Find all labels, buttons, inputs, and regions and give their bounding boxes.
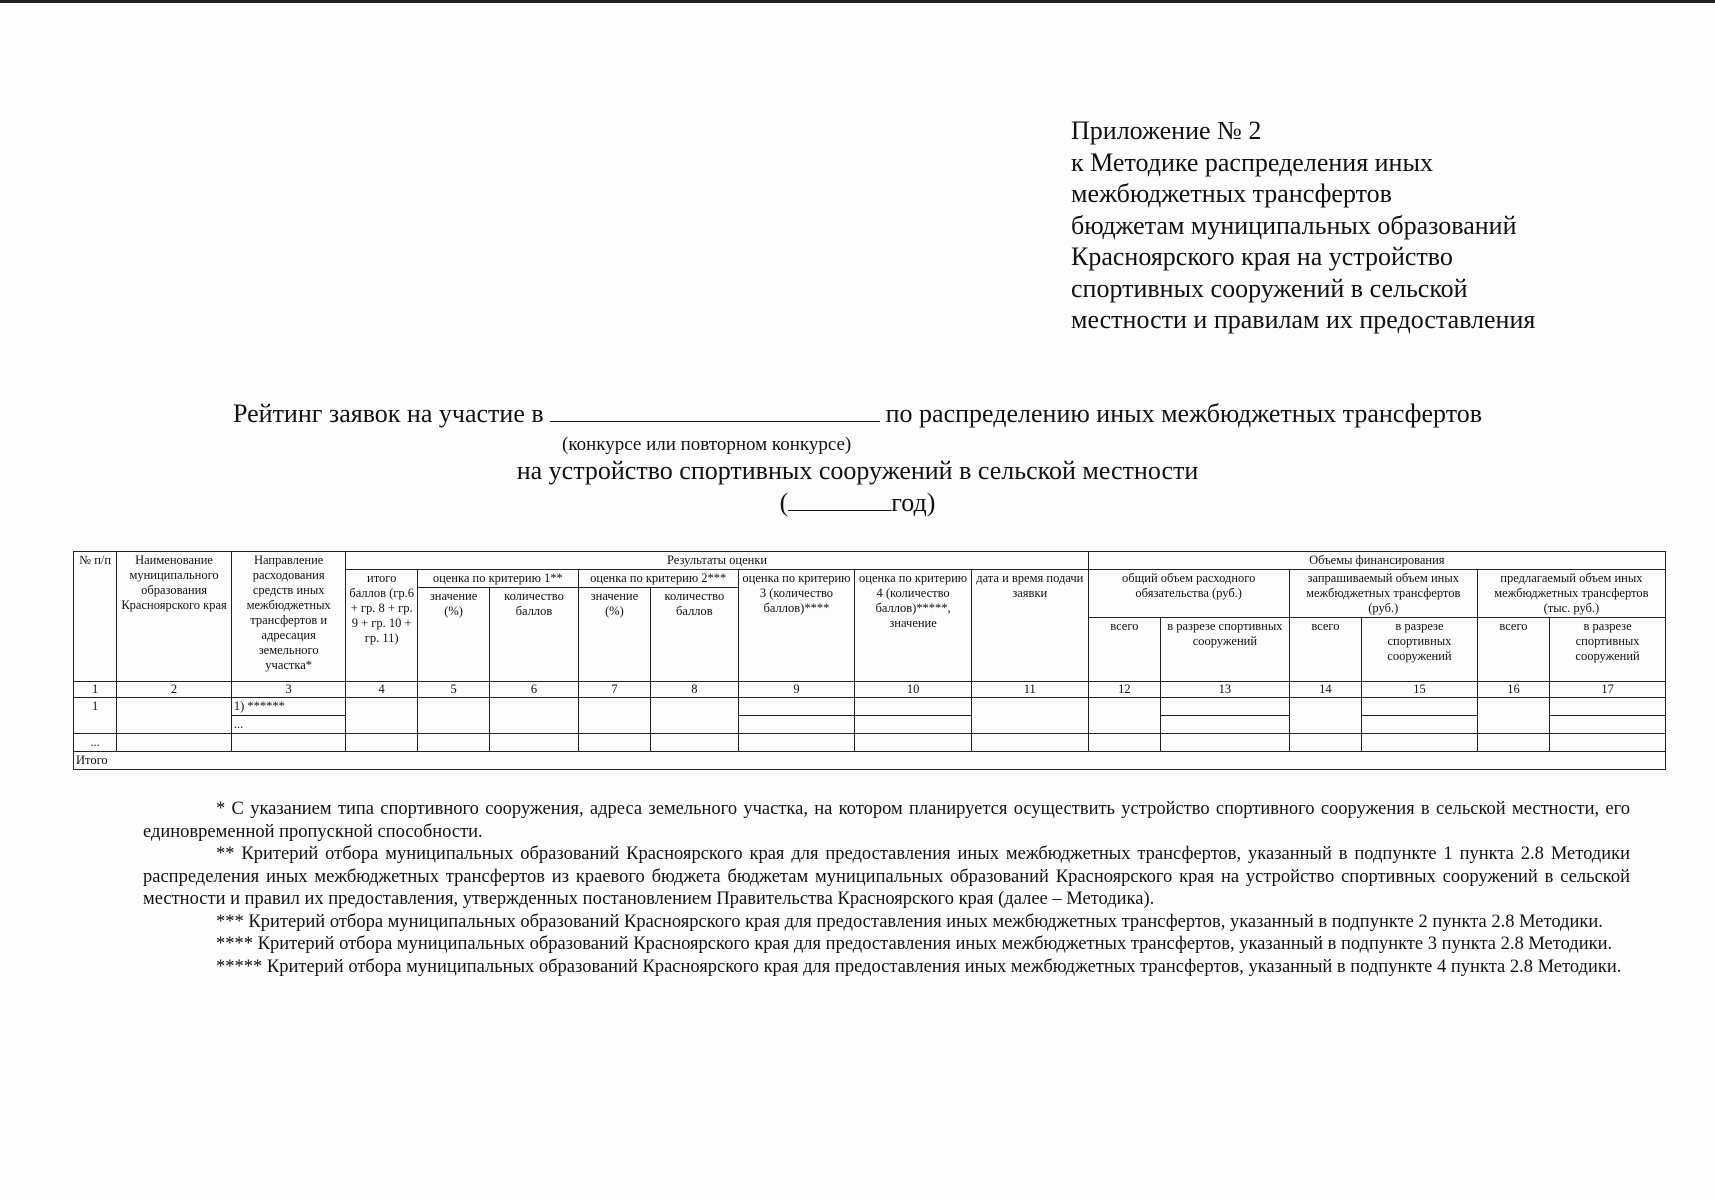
cell <box>117 734 232 752</box>
header-crit1-points: количество баллов <box>490 588 578 682</box>
table-row <box>74 716 1666 734</box>
title-part1: Рейтинг заявок на участие в <box>233 399 544 428</box>
cell <box>1362 734 1478 752</box>
annex-line: местности и правилам их предоставления <box>1071 305 1536 334</box>
header-crit2: оценка по критерию 2*** <box>578 570 738 588</box>
column-number: 9 <box>738 682 855 698</box>
header-crit2-points: количество баллов <box>651 588 738 682</box>
header-fin-total-all: всего <box>1088 618 1160 682</box>
total-row <box>74 752 1666 770</box>
cell <box>1161 734 1290 752</box>
title-year <box>0 488 1715 518</box>
footnote: *** Критерий отбора муниципальных образований Красноярского края для предоставления иных межбюджетных трансфертов, указанный в подпункте 2 пункта 2.8 Методики. <box>216 911 1603 932</box>
annex-line: Красноярского края на устройство <box>1071 242 1453 271</box>
direction-item: ... <box>231 716 346 734</box>
annex-line: бюджетам муниципальных образований <box>1071 210 1517 240</box>
cell <box>1289 698 1361 734</box>
column-number: 10 <box>855 682 972 698</box>
cell <box>651 734 738 752</box>
header-fin-requested: запрашиваемый объем иных межбюджетных трансфертов (руб.) <box>1289 570 1477 618</box>
cell <box>651 698 738 734</box>
annex-line: спортивных сооружений в сельской <box>1071 273 1468 303</box>
header-fin-proposed-all: всего <box>1477 618 1549 682</box>
header-fin-proposed: предлагаемый объем иных межбюджетных трансфертов (тыс. руб.) <box>1477 570 1665 618</box>
cell <box>738 734 855 752</box>
total-label: Итого <box>74 752 1666 770</box>
contest-type-hint: (конкурсе или повторном конкурсе) <box>562 434 852 455</box>
cell <box>738 698 855 716</box>
cell <box>578 698 650 734</box>
cell <box>971 734 1088 752</box>
contest-type-blank <box>550 399 880 422</box>
header-row-1 <box>74 552 1666 570</box>
cell <box>971 698 1088 734</box>
cell <box>855 716 972 734</box>
cell <box>1550 716 1666 734</box>
cell <box>1161 698 1290 716</box>
cell <box>346 734 417 752</box>
footnotes <box>143 798 1630 978</box>
rating-table <box>73 551 1666 770</box>
column-number: 8 <box>651 682 738 698</box>
header-total-points: итого баллов (гр.6 + гр. 8 + гр. 9 + гр. 10 + гр. 11) <box>346 570 417 682</box>
column-number: 11 <box>971 682 1088 698</box>
cell <box>1289 734 1361 752</box>
table-row <box>74 734 1666 752</box>
table-row <box>74 698 1666 716</box>
footnote: **** Критерий отбора муниципальных образований Красноярского края для предоставления иных межбюджетных трансфертов, указанный в подпункте 3 пункта 2.8 Методики. <box>216 934 1613 954</box>
cell <box>231 734 346 752</box>
cell <box>1161 716 1290 734</box>
header-date: дата и время подачи заявки <box>971 570 1088 682</box>
cell <box>117 698 232 734</box>
header-crit3: оценка по критерию 3 (количество баллов)**** <box>738 570 855 682</box>
year-close: год) <box>891 488 936 517</box>
header-fin-requested-all: всего <box>1289 618 1361 682</box>
column-number: 12 <box>1088 682 1160 698</box>
cell <box>1550 698 1666 716</box>
cell <box>855 698 972 716</box>
cell <box>1477 734 1549 752</box>
header-fin-total: общий объем расходного обязательства (руб.) <box>1088 570 1289 618</box>
cell <box>738 716 855 734</box>
cell <box>490 734 578 752</box>
cell <box>1477 698 1549 734</box>
header-direction: Направление расходования средств иных межбюджетных трансфертов и адресация земельного участка* <box>231 552 346 682</box>
cell <box>417 698 489 734</box>
header-results: Результаты оценки <box>346 552 1088 570</box>
header-fin-requested-by-facility: в разрезе спортивных сооружений <box>1362 618 1478 682</box>
annex-line: к Методике распределения иных <box>1071 147 1433 177</box>
header-fin-total-by-facility: в разрезе спортивных сооружений <box>1161 618 1290 682</box>
column-number: 7 <box>578 682 650 698</box>
column-number: 13 <box>1161 682 1290 698</box>
footnote: * С указанием типа спортивного сооружения, адреса земельного участка, на котором планируется осуществить устройство спортивного сооружения в сельской местности, его единовременной пропускной способности. <box>143 799 1630 842</box>
cell <box>855 734 972 752</box>
column-number: 3 <box>231 682 346 698</box>
annex-line: межбюджетных трансфертов <box>1071 179 1392 208</box>
annex-header <box>1071 115 1535 336</box>
column-number: 5 <box>417 682 489 698</box>
cell <box>346 698 417 734</box>
cell <box>1362 698 1478 716</box>
direction-item: 1) ****** <box>231 698 346 716</box>
header-crit2-value: значение (%) <box>578 588 650 682</box>
column-number: 17 <box>1550 682 1666 698</box>
column-number: 4 <box>346 682 417 698</box>
footnote: ***** Критерий отбора муниципальных образований Красноярского края для предоставления иных межбюджетных трансфертов, указанный в подпункте 4 пункта 2.8 Методики. <box>216 956 1622 977</box>
column-number: 6 <box>490 682 578 698</box>
title-line2: на устройство спортивных сооружений в сельской местности <box>516 456 1199 485</box>
column-number: 2 <box>117 682 232 698</box>
row-number: ... <box>74 734 117 752</box>
header-financing: Объемы финансирования <box>1088 552 1665 570</box>
year-open: ( <box>779 488 789 517</box>
cell <box>1550 734 1666 752</box>
header-crit1-value: значение (%) <box>417 588 489 682</box>
scan-top-edge <box>0 0 1715 3</box>
header-crit4: оценка по критерию 4 (количество баллов)*****, значение <box>855 570 972 682</box>
row-number: 1 <box>74 698 117 734</box>
cell <box>417 734 489 752</box>
header-name: Наименование муниципального образования Красноярского края <box>117 552 232 682</box>
cell <box>490 698 578 734</box>
cell <box>1088 698 1160 734</box>
document-title <box>0 399 1715 429</box>
header-crit1: оценка по критерию 1** <box>417 570 578 588</box>
cell <box>1088 734 1160 752</box>
header-fin-proposed-by-facility: в разрезе спортивных сооружений <box>1550 618 1666 682</box>
column-number: 15 <box>1362 682 1478 698</box>
cell <box>1362 716 1478 734</box>
column-number: 16 <box>1477 682 1549 698</box>
footnote: ** Критерий отбора муниципальных образований Красноярского края для предоставления иных межбюджетных трансфертов, указанный в подпункте 1 пункта 2.8 Методики распределения иных межбюджетных трансфертов из краевого бюджета бюджетам муниципальных образований Красноярского края на устройство спортивных сооружений в сельской местности и правил их предоставления, утвержденных постановлением Правительства Красноярского края (далее – Методика). <box>143 844 1630 909</box>
year-blank <box>788 488 891 511</box>
annex-line: Приложение № 2 <box>1071 116 1262 145</box>
column-number: 1 <box>74 682 117 698</box>
title-part2: по распределению иных межбюджетных трансфертов <box>885 399 1482 428</box>
column-number-row <box>74 682 1666 698</box>
header-num: № п/п <box>74 552 117 682</box>
cell <box>578 734 650 752</box>
column-number: 14 <box>1289 682 1361 698</box>
